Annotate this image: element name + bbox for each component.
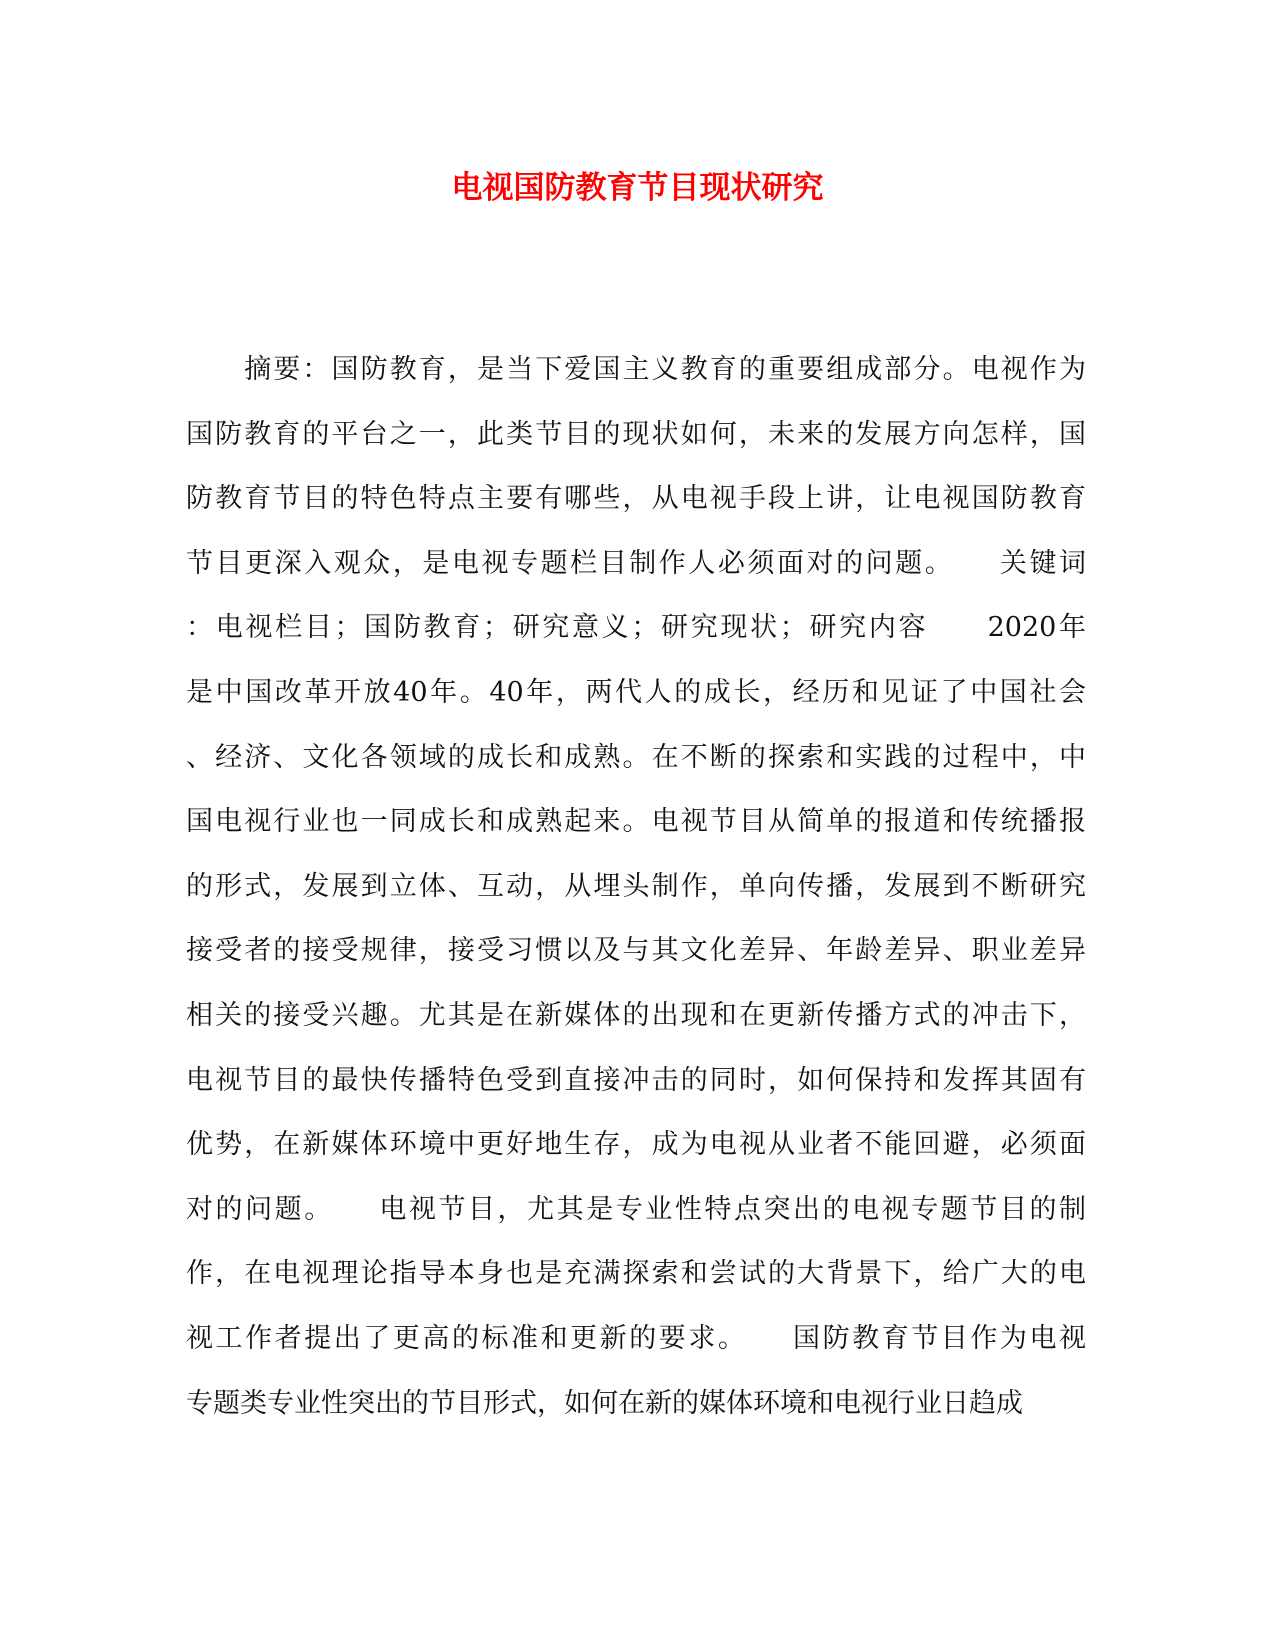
body-line: 电视节目的最快传播特色受到直接冲击的同时，如何保持和发挥其固有 bbox=[186, 1064, 1086, 1096]
body-line: 接受者的接受规律，接受习惯以及与其文化差异、年龄差异、职业差异 bbox=[186, 935, 1086, 967]
body-line: 防教育节目的特色特点主要有哪些，从电视手段上讲，让电视国防教育 bbox=[186, 483, 1086, 515]
body-line: 视工作者提出了更高的标准和更新的要求。 国防教育节目作为电视 bbox=[186, 1322, 1086, 1354]
document-body bbox=[186, 348, 1086, 1446]
document-title: 电视国防教育节目现状研究 bbox=[451, 170, 824, 206]
body-line: 优势，在新媒体环境中更好地生存，成为电视从业者不能回避，必须面 bbox=[186, 1129, 1086, 1161]
body-line: 、经济、文化各领域的成长和成熟。在不断的探索和实践的过程中，中 bbox=[186, 741, 1086, 773]
body-line: 节目更深入观众，是电视专题栏目制作人必须面对的问题。 关键词 bbox=[186, 547, 1086, 579]
body-line: 国防教育的平台之一，此类节目的现状如何，未来的发展方向怎样，国 bbox=[186, 418, 1086, 450]
body-line: 国电视行业也一同成长和成熟起来。电视节目从简单的报道和传统播报 bbox=[186, 806, 1086, 838]
body-line: 作，在电视理论指导本身也是充满探索和尝试的大背景下，给广大的电 bbox=[186, 1258, 1086, 1290]
body-line: 摘要：国防教育，是当下爱国主义教育的重要组成部分。电视作为 bbox=[186, 354, 1086, 385]
body-line: 对的问题。 电视节目，尤其是专业性特点突出的电视专题节目的制 bbox=[186, 1193, 1086, 1225]
body-line: 专题类专业性突出的节目形式，如何在新的媒体环境和电视行业日趋成 bbox=[186, 1387, 1023, 1419]
body-line: 相关的接受兴趣。尤其是在新媒体的出现和在更新传播方式的冲击下， bbox=[186, 999, 1086, 1031]
body-line: 是中国改革开放40年。40年，两代人的成长，经历和见证了中国社会 bbox=[186, 676, 1086, 708]
body-line: 的形式，发展到立体、互动，从埋头制作，单向传播，发展到不断研究 bbox=[186, 870, 1086, 902]
body-line: ：电视栏目；国防教育；研究意义；研究现状；研究内容 2020年 bbox=[186, 612, 1086, 644]
